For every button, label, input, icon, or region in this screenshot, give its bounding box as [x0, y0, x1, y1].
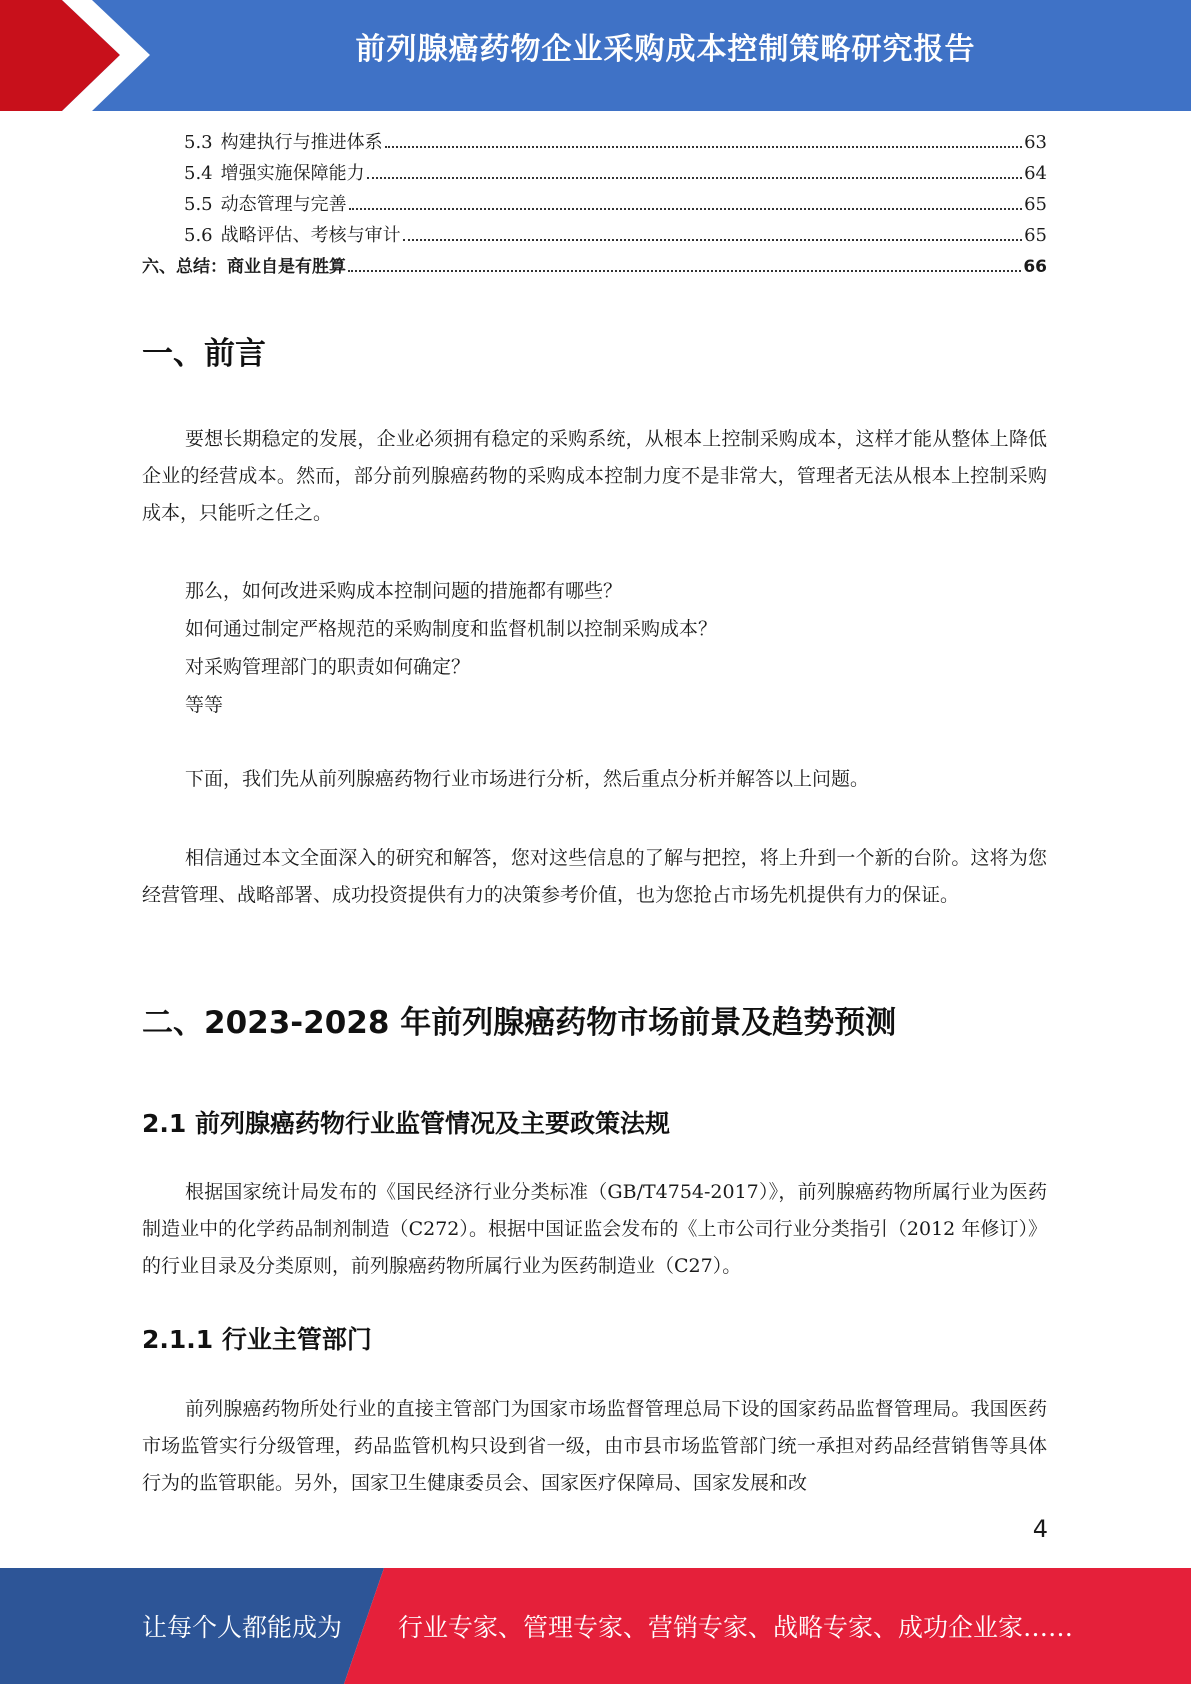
question-line: 如何通过制定严格规范的采购制度和监督机制以控制采购成本？: [185, 618, 718, 640]
toc-entry[interactable]: [142, 159, 1047, 190]
section-heading-preface: 一、前言: [142, 336, 266, 372]
toc-entry-label: 增强实施保障能力: [220, 163, 365, 184]
toc-leader-dots: [367, 177, 1022, 179]
toc-entry-number: 5.6: [184, 225, 213, 246]
toc-leader-dots: [385, 146, 1022, 148]
toc-entry-page: 65: [1024, 225, 1047, 246]
toc-leader-dots: [348, 270, 1021, 272]
footer-slogan-right: 行业专家、管理专家、营销专家、战略专家、成功企业家……: [398, 1613, 1074, 1642]
toc-entry-label: 六、总结：商业自是有胜算: [142, 257, 346, 277]
toc-entry-number: 5.5: [184, 194, 213, 215]
page-header: [0, 0, 1191, 111]
toc-entry-label: 战略评估、考核与审计: [220, 225, 401, 246]
subsection-heading: 2.1 前列腺癌药物行业监管情况及主要政策法规: [142, 1109, 670, 1138]
paragraph: 相信通过本文全面深入的研究和解答，您对这些信息的了解与把控，将上升到一个新的台阶。这将为您经营管理、战略部署、成功投资提供有力的决策参考价值，也为您抢占市场先机提供有力的保证。: [142, 847, 1047, 906]
question-line: 那么，如何改进采购成本控制问题的措施都有哪些？: [185, 580, 623, 602]
toc-entry[interactable]: [142, 128, 1047, 159]
page-number: 4: [1032, 1515, 1048, 1543]
question-line: 等等: [185, 694, 224, 716]
subsection-heading: 2.1.1 行业主管部门: [142, 1325, 372, 1354]
paragraph: 根据国家统计局发布的《国民经济行业分类标准（GB/T4754-2017）》，前列腺癌药物所属行业为医药制造业中的化学药品制剂制造（C272）。根据中国证监会发布的《上市公司行业分类指引（2012 年修订）》的行业目录及分类原则，前列腺癌药物所属行业为医药制造业（C27）。: [142, 1181, 1047, 1277]
toc-entry-page: 63: [1024, 132, 1047, 153]
page-footer: [0, 1568, 1191, 1684]
table-of-contents: [142, 128, 1047, 283]
footer-slogan-left: 让每个人都能成为: [142, 1613, 343, 1642]
toc-entry-page: 64: [1024, 163, 1047, 184]
toc-entry-number: 5.4: [184, 163, 213, 184]
toc-entry[interactable]: [142, 252, 1047, 283]
toc-entry-page: 65: [1024, 194, 1047, 215]
paragraph: 前列腺癌药物所处行业的直接主管部门为国家市场监督管理总局下设的国家药品监督管理局。我国医药市场监管实行分级管理，药品监管机构只设到省一级，由市县市场监管部门统一承担对药品经营销售等具体行为的监管职能。另外，国家卫生健康委员会、国家医疗保障局、国家发展和改: [142, 1398, 1047, 1494]
section-heading-forecast: 二、2023-2028 年前列腺癌药物市场前景及趋势预测: [142, 1005, 897, 1041]
toc-entry[interactable]: [142, 190, 1047, 221]
toc-leader-dots: [403, 239, 1022, 241]
toc-leader-dots: [349, 208, 1022, 210]
toc-entry-label: 构建执行与推进体系: [220, 132, 383, 153]
paragraph: 下面，我们先从前列腺癌药物行业市场进行分析，然后重点分析并解答以上问题。: [185, 768, 870, 790]
toc-entry-label: 动态管理与完善: [220, 194, 347, 215]
toc-entry-number: 5.3: [184, 132, 213, 153]
toc-entry-page: 66: [1023, 257, 1047, 277]
red-arrow-decoration: [0, 0, 150, 111]
paragraph: 要想长期稳定的发展，企业必须拥有稳定的采购系统，从根本上控制采购成本，这样才能从整体上降低企业的经营成本。然而，部分前列腺癌药物的采购成本控制力度不是非常大，管理者无法从根本上控制采购成本，只能听之任之。: [142, 428, 1047, 524]
question-line: 对采购管理部门的职责如何确定？: [185, 656, 471, 678]
toc-entry[interactable]: [142, 221, 1047, 252]
header-title: 前列腺癌药物企业采购成本控制策略研究报告: [355, 32, 976, 67]
